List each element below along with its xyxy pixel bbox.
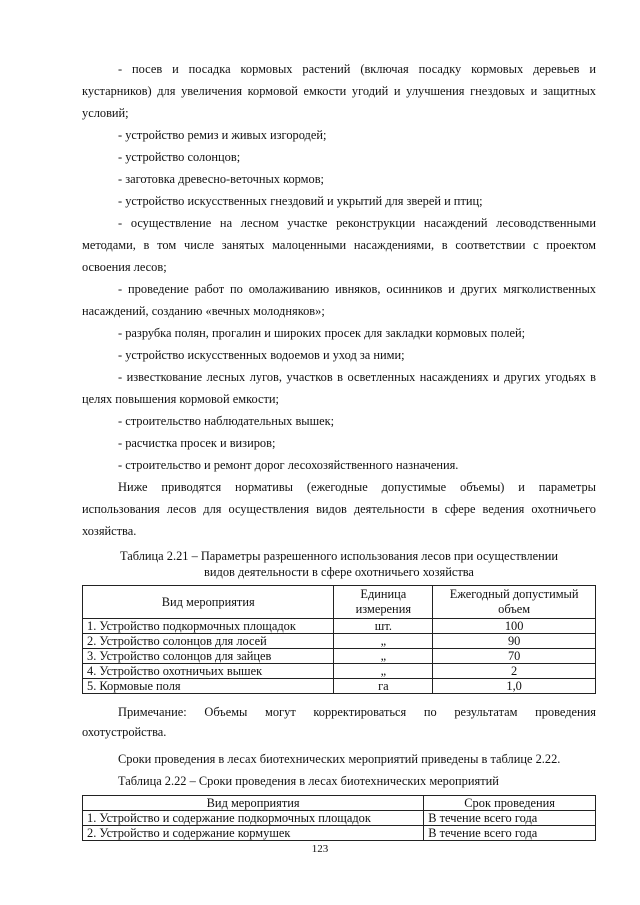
page-number: 123: [311, 843, 329, 855]
table-note: Примечание: Объемы могут корректироваться по результатам проведения охотустройства.: [82, 705, 596, 739]
cell-activity: 4. Устройство охотничьих вышек: [83, 664, 334, 679]
header-volume: Ежегодный допустимый объем: [433, 586, 596, 619]
paragraph: - известкование лесных лугов, участков в осветленных насаждениях и других угодьях в целях повышения кормовой емкости;: [82, 370, 596, 406]
paragraph: - проведение работ по омолаживанию ивняков, осинников и других мягколиственных насаждений, созданию «вечных молодняков»;: [82, 282, 596, 318]
cell-volume: 90: [433, 634, 596, 649]
table-row: [83, 649, 596, 664]
table-caption-line2: видов деятельности в сфере охотничьего хозяйства: [204, 565, 474, 579]
cell-unit: га: [334, 679, 433, 694]
cell-volume: 70: [433, 649, 596, 664]
table-row: [83, 811, 596, 826]
table-header-row: [83, 586, 596, 619]
cell-unit: шт.: [334, 619, 433, 634]
cell-unit: „: [334, 634, 433, 649]
table-row: [83, 664, 596, 679]
cell-volume: 1,0: [433, 679, 596, 694]
list-item: - устройство ремиз и живых изгородей;: [118, 128, 327, 142]
cell-activity: 5. Кормовые поля: [83, 679, 334, 694]
cell-activity: 1. Устройство и содержание подкормочных площадок: [83, 811, 424, 826]
paragraph: Сроки проведения в лесах биотехнических мероприятий приведены в таблице 2.22.: [118, 752, 561, 766]
table-caption: Таблица 2.22 – Сроки проведения в лесах биотехнических мероприятий: [118, 774, 499, 788]
cell-activity: 2. Устройство солонцов для лосей: [83, 634, 334, 649]
table-row: [83, 826, 596, 841]
header-activity: Вид мероприятия: [83, 796, 424, 811]
body-text: [82, 58, 596, 841]
list-item: - устройство солонцов;: [118, 150, 241, 164]
cell-unit: „: [334, 664, 433, 679]
header-unit: Единица измерения: [334, 586, 433, 619]
header-activity: Вид мероприятия: [83, 586, 334, 619]
paragraph: - осуществление на лесном участке реконструкции насаждений лесоводственными методами, в том числе занятых малоценными насаждениями, в соответствии с проектом освоения лесов;: [82, 216, 596, 274]
paragraph: - посев и посадка кормовых растений (включая посадку кормовых деревьев и кустарников) для увеличения кормовой емкости угодий и улучшения гнездовых и защитных условий;: [82, 62, 596, 120]
table-row: [83, 679, 596, 694]
list-item: - устройство искусственных гнездовий и укрытий для зверей и птиц;: [118, 194, 483, 208]
cell-activity: 2. Устройство и содержание кормушек: [83, 826, 424, 841]
list-item: - строительство и ремонт дорог лесохозяйственного назначения.: [118, 458, 459, 472]
header-period: Срок проведения: [424, 796, 596, 811]
table-caption: Таблица 2.21 – Параметры разрешенного использования лесов при осуществлении: [119, 549, 559, 563]
cell-activity: 1. Устройство подкормочных площадок: [83, 619, 334, 634]
cell-volume: 2: [433, 664, 596, 679]
list-item: - расчистка просек и визиров;: [118, 436, 276, 450]
list-item: - устройство искусственных водоемов и уход за ними;: [118, 348, 405, 362]
table-row: [83, 634, 596, 649]
paragraph: Ниже приводятся нормативы (ежегодные допустимые объемы) и параметры использования лесов для осуществления видов деятельности в сфере ведения охотничьего хозяйства.: [82, 480, 596, 538]
cell-unit: „: [334, 649, 433, 664]
cell-period: В течение всего года: [424, 811, 596, 826]
cell-activity: 3. Устройство солонцов для зайцев: [83, 649, 334, 664]
list-item: - разрубка полян, прогалин и широких просек для закладки кормовых полей;: [118, 326, 526, 340]
cell-volume: 100: [433, 619, 596, 634]
table-header-row: [83, 796, 596, 811]
table-row: [83, 619, 596, 634]
list-item: - строительство наблюдательных вышек;: [118, 414, 335, 428]
permitted-use-table: [82, 585, 596, 694]
cell-period: В течение всего года: [424, 826, 596, 841]
schedule-table: [82, 795, 596, 841]
list-item: - заготовка древесно-веточных кормов;: [118, 172, 324, 186]
